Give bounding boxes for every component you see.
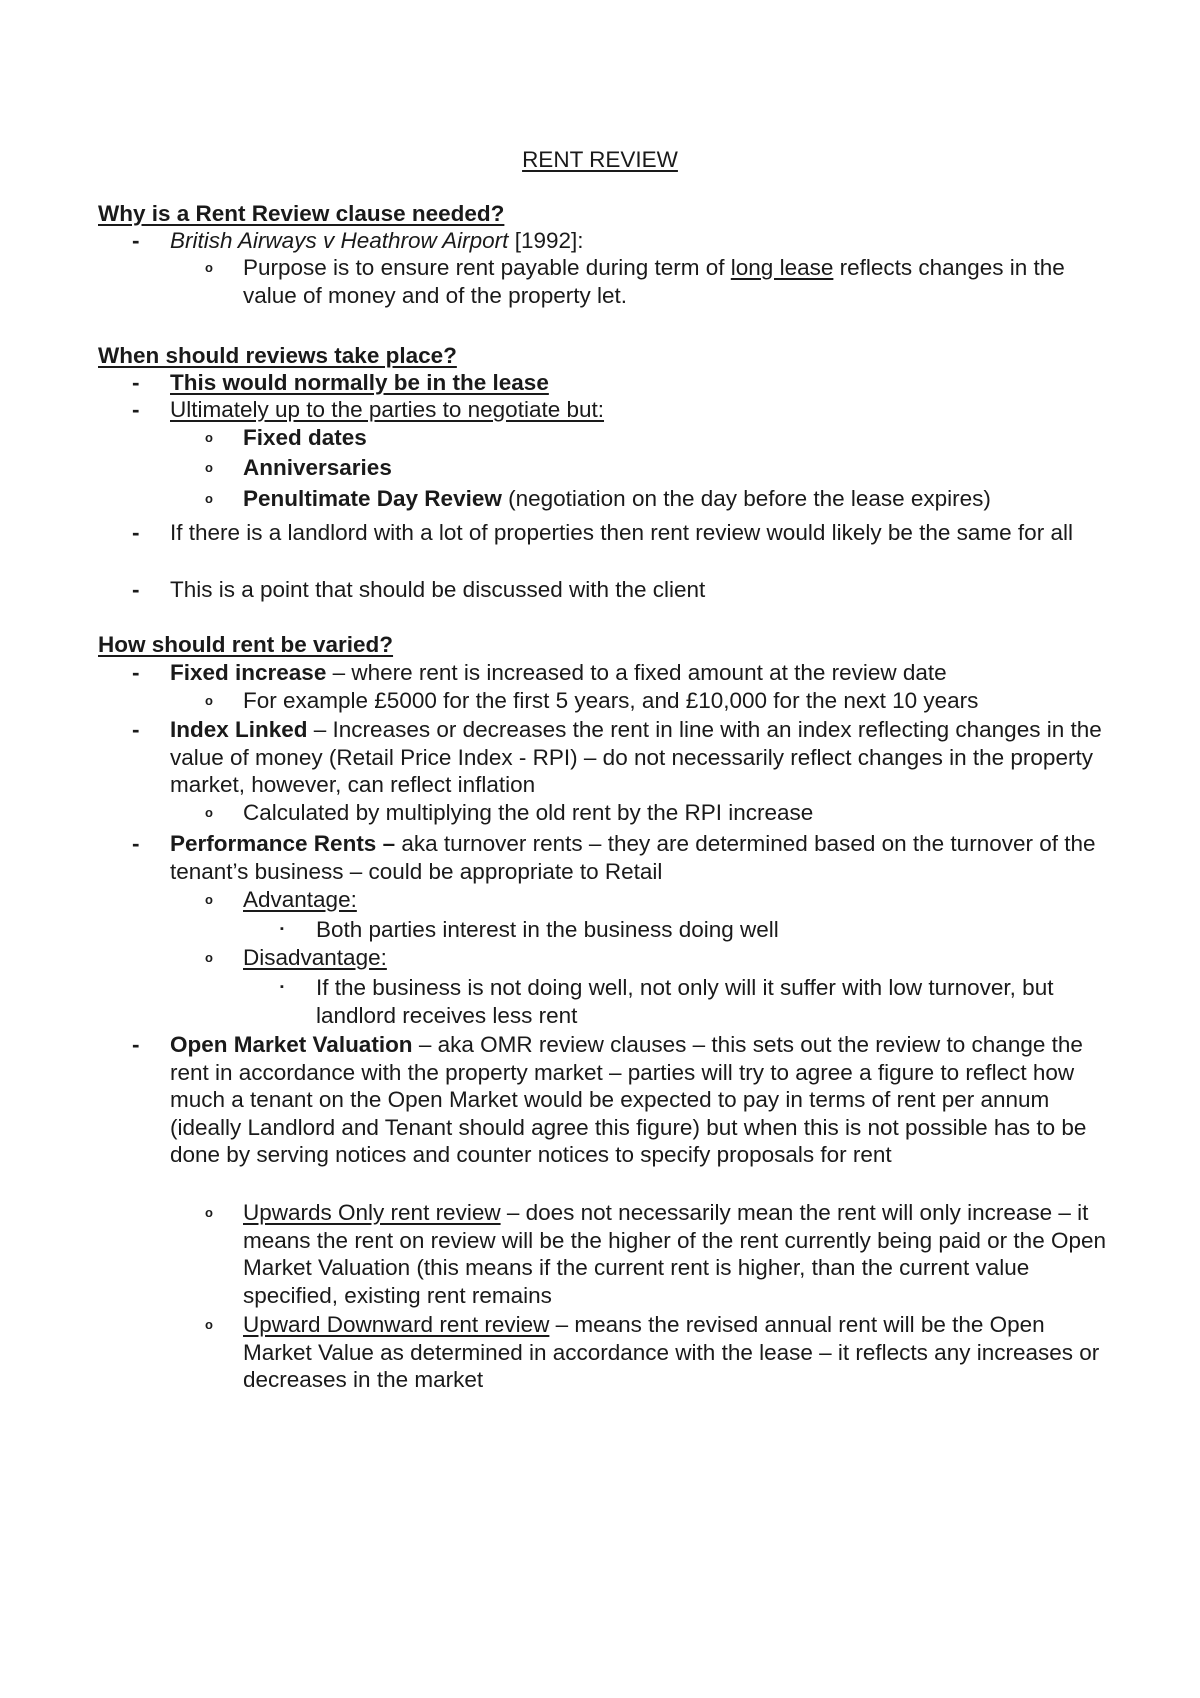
list-item: o Upwards Only rent review – does not necessarily mean the rent will only increase – it means the rent on review will be the higher of the rent currently being paid or the Open Market Valuation (this means if the current rent is higher, than the current value specified, existing rent remains (205, 1200, 1106, 1308)
section-heading-when: When should reviews take place? (98, 343, 457, 368)
list-item: o Purpose is to ensure rent payable during term of long lease reflects changes in the value of money and of the property let. (205, 255, 1065, 308)
circle-bullet: o (205, 460, 213, 475)
list-item: - Index Linked – Increases or decreases the rent in line with an index reflecting changes in the value of money (Retail Price Index - RPI) – do not necessarily reflect changes in the property market, however, can reflect inflation (132, 717, 1102, 797)
square-bullet: ▪ (280, 923, 284, 935)
dash-bullet: - (132, 717, 140, 742)
circle-bullet: o (205, 805, 213, 820)
dash-bullet: - (132, 520, 140, 545)
list-item: - Fixed increase – where rent is increased to a fixed amount at the review date (132, 660, 947, 685)
section-heading-how: How should rent be varied? (98, 632, 394, 657)
list-item: o Disadvantage: (205, 945, 387, 970)
list-item: o Penultimate Day Review (negotiation on the day before the lease expires) (205, 486, 991, 511)
dash-bullet: - (132, 577, 140, 602)
dash-bullet: - (132, 228, 140, 253)
dash-bullet: - (132, 831, 140, 856)
dash-bullet: - (132, 397, 140, 422)
section-heading-why: Why is a Rent Review clause needed? (98, 201, 505, 226)
list-item: o Upward Downward rent review – means the revised annual rent will be the Open Market Value as determined in accordance with the lease – it reflects any increases or decreases in the market (205, 1312, 1100, 1392)
list-item (132, 227, 1115, 255)
dash-bullet: - (132, 660, 140, 685)
list-item: - Open Market Valuation – aka OMR review clauses – this sets out the review to change the rent in accordance with the property market – parties will try to agree a figure to reflect how much a tenant on the Open Market would be expected to pay in terms of rent per annum (ideally Landlord and Tenant should agree this figure) but when this is not possible has to be done by serving notices and counter notices to specify proposals for rent (132, 1032, 1087, 1167)
circle-bullet: o (205, 260, 213, 275)
list-item: o Fixed dates (205, 425, 367, 450)
list-item: - Ultimately up to the parties to negotiate but: (132, 397, 605, 422)
list-item: o Advantage: (205, 887, 357, 912)
list-item: ▪ Both parties interest in the business doing well (280, 917, 779, 942)
circle-bullet: o (205, 491, 213, 506)
square-bullet: ▪ (280, 981, 284, 993)
list-item: o Calculated by multiplying the old rent by the RPI increase (205, 800, 814, 825)
page-title: RENT REVIEW (522, 147, 678, 172)
dash-bullet: - (132, 1032, 140, 1057)
list-item: - This is a point that should be discussed with the client (132, 577, 706, 602)
circle-bullet: o (205, 950, 213, 965)
circle-bullet: o (205, 1317, 213, 1332)
list-item: - This would normally be in the lease (132, 370, 549, 395)
long-lease-term: long lease (730, 255, 834, 280)
case-year: [1992]: (508, 228, 584, 253)
case-name: British Airways v Heathrow Airport (170, 228, 509, 253)
list-item: o Anniversaries (205, 455, 392, 480)
list-item: - Performance Rents – aka turnover rents – they are determined based on the turnover of the tenant’s business – could be appropriate to Retail (132, 831, 1096, 884)
list-item: o For example £5000 for the first 5 years, and £10,000 for the next 10 years (205, 688, 979, 713)
circle-bullet: o (205, 693, 213, 708)
circle-bullet: o (205, 1205, 213, 1220)
list-item: - If there is a landlord with a lot of properties then rent review would likely be the same for all (132, 520, 1073, 545)
list-item: ▪ If the business is not doing well, not only will it suffer with low turnover, but landlord receives less rent (280, 975, 1054, 1028)
dash-bullet: - (132, 370, 140, 395)
circle-bullet: o (205, 430, 213, 445)
circle-bullet: o (205, 892, 213, 907)
